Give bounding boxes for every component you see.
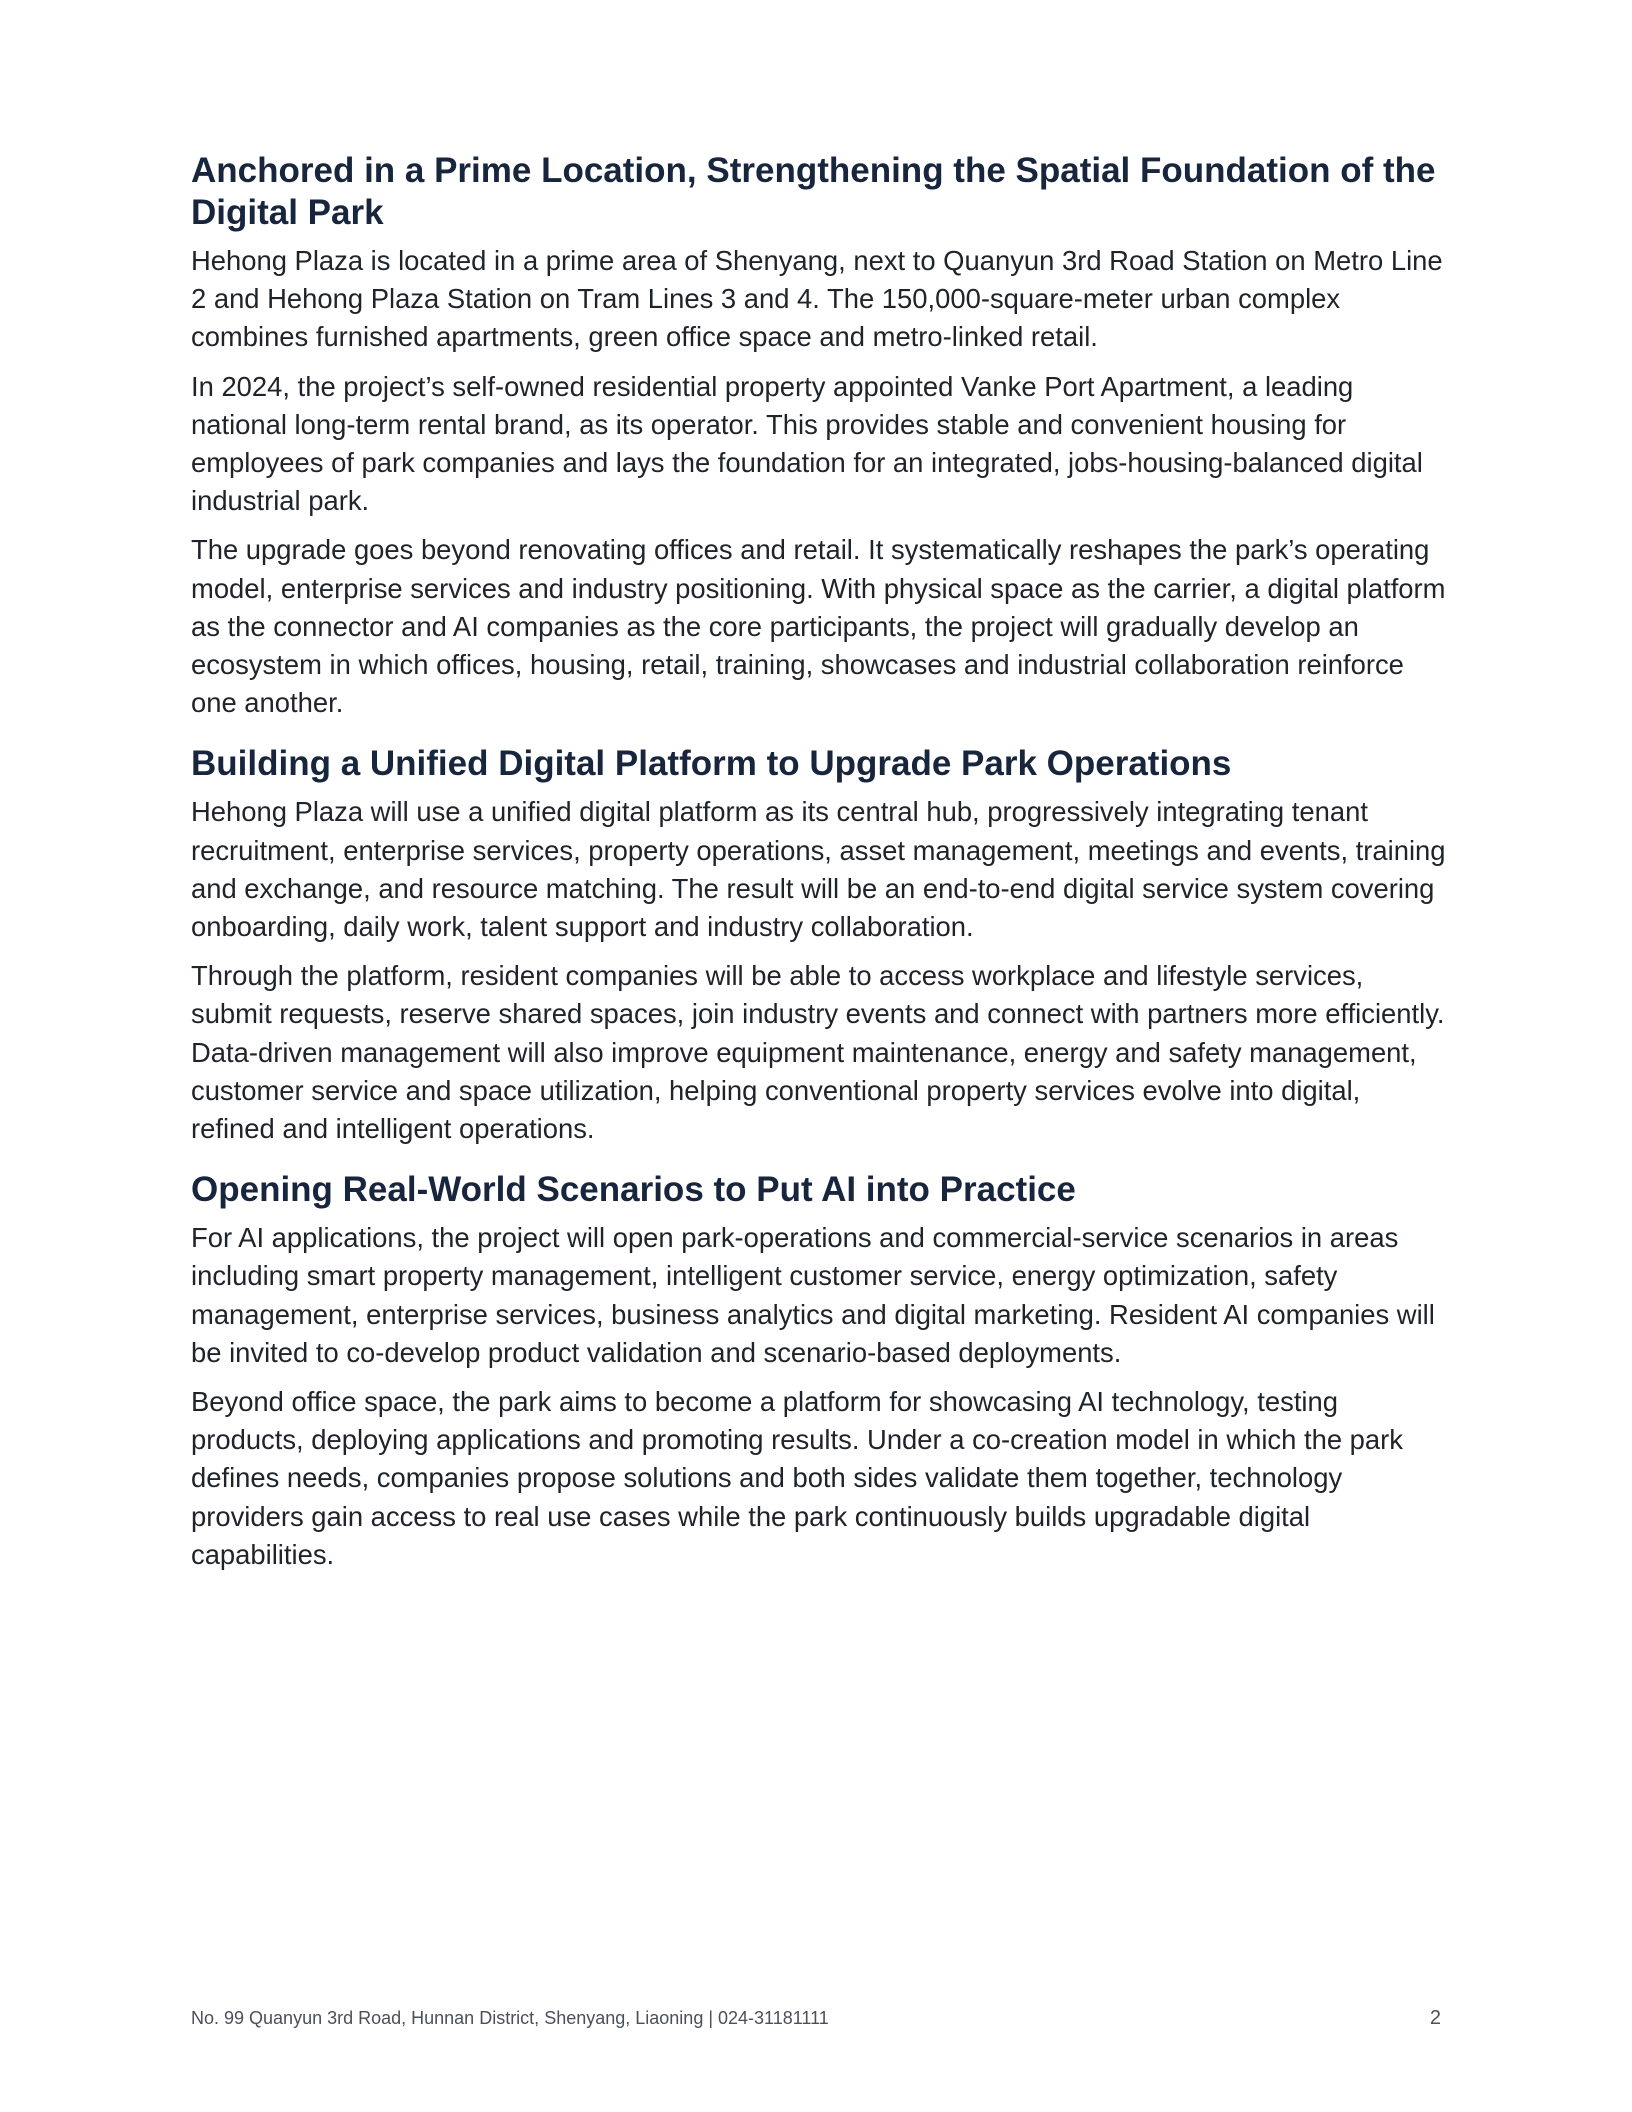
body-paragraph: Hehong Plaza is located in a prime area of Shenyang, next to Quanyun 3rd Road Station on Metro Line 2 and Hehong Plaza Station on Tram Lines 3 and 4. The 150,000-square-meter urban complex combines furnished apartments, green office space and metro-linked retail. [191,245,1443,353]
section-digital-platform [191,743,1451,1148]
body-paragraph: In 2024, the project’s self-owned residential property appointed Vanke Port Apartment, a leading national long-term rental brand, as its operator. This provides stable and convenient housing for employees of park companies and lays the foundation for an integrated, jobs-housing-balanced digital industrial park. [191,370,1423,517]
page-number: 2 [1429,2007,1441,2029]
section-heading: Opening Real-World Scenarios to Put AI into Practice [191,1170,1076,1210]
document-body [191,150,1451,1574]
page-footer [191,2006,1441,2030]
section-heading: Building a Unified Digital Platform to Upgrade Park Operations [191,744,1232,784]
body-paragraph: Through the platform, resident companies will be able to access workplace and lifestyle services, submit requests, reserve shared spaces, join industry events and connect with partners more efficiently. Data-driven management will also improve equipment maintenance, energy and safety management, customer service and space utilization, helping conventional property services evolve into digital, refined and intelligent operations. [191,960,1445,1145]
footer-address: No. 99 Quanyun 3rd Road, Hunnan District, Shenyang, Liaoning | 024-31181111 [191,2008,829,2028]
body-paragraph: Beyond office space, the park aims to become a platform for showcasing AI technology, testing products, deploying applications and promoting results. Under a co-creation model in which the park defines needs, companies propose solutions and both sides validate them together, technology providers gain access to real use cases while the park continuously builds upgradable digital capabilities. [191,1386,1403,1570]
section-heading: Anchored in a Prime Location, Strengthening the Spatial Foundation of the Digital Park [191,151,1436,232]
body-paragraph: Hehong Plaza will use a unified digital platform as its central hub, progressively integrating tenant recruitment, enterprise services, property operations, asset management, meetings and events, training and exchange, and resource matching. The result will be an end-to-end digital service system covering onboarding, daily work, talent support and industry collaboration. [191,796,1446,943]
section-ai-scenarios [191,1169,1451,1574]
section-prime-location [191,150,1451,722]
body-paragraph: The upgrade goes beyond renovating offices and retail. It systematically reshapes the park’s operating model, enterprise services and industry positioning. With physical space as the carrier, a digital platform as the connector and AI companies as the core participants, the project will gradually develop an ecosystem in which offices, housing, retail, training, showcases and industrial collaboration reinforce one another. [191,534,1446,719]
body-paragraph: For AI applications, the project will open park-operations and commercial-service scenarios in areas including smart property management, intelligent customer service, energy optimization, safety management, enterprise services, business analytics and digital marketing. Resident AI companies will be invited to co-develop product validation and scenario-based deployments. [191,1222,1435,1368]
